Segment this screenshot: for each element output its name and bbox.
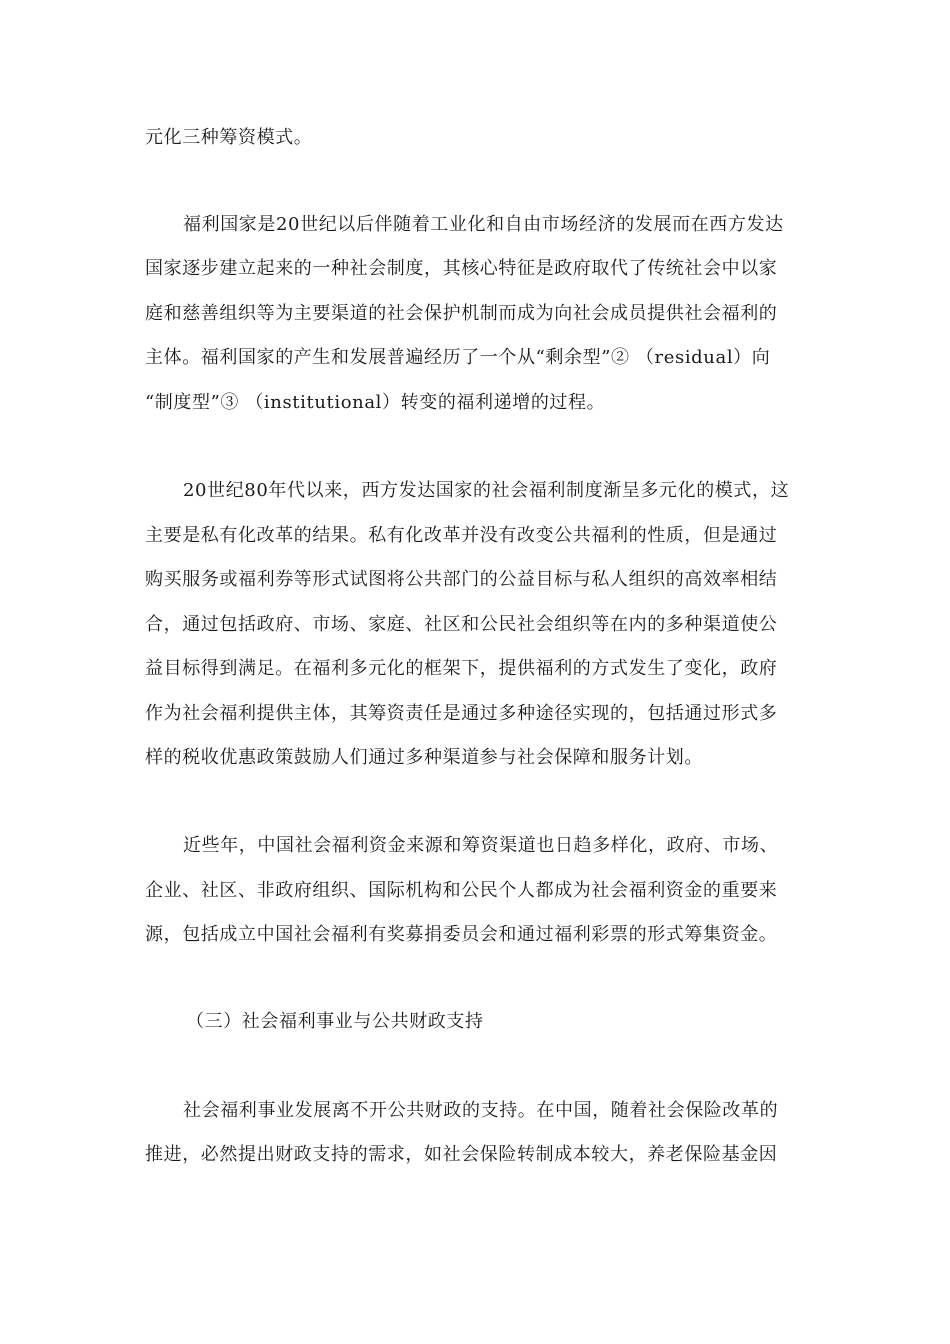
paragraph-line: 近些年，中国社会福利资金来源和筹资渠道也日趋多样化，政府、市场、 — [183, 835, 779, 856]
paragraph-line: 主体。福利国家的产生和发展普遍经历了一个从“剩余型”② （residual）向 — [145, 347, 771, 368]
paragraph-line: 源，包括成立中国社会福利有奖募捐委员会和通过福利彩票的形式筹集资金。 — [145, 924, 778, 945]
paragraph-line: 社会福利事业发展离不开公共财政的支持。在中国，随着社会保险改革的 — [183, 1100, 779, 1121]
paragraph-line: 主要是私有化改革的结果。私有化改革并没有改变公共福利的性质，但是通过 — [145, 525, 778, 546]
paragraph-line: 购买服务或福利券等形式试图将公共部门的公益目标与私人组织的高效率相结 — [145, 569, 778, 590]
paragraph-line: 庭和慈善组织等为主要渠道的社会保护机制而成为向社会成员提供社会福利的 — [145, 303, 778, 324]
paragraph-line: 益目标得到满足。在福利多元化的框架下，提供福利的方式发生了变化，政府 — [145, 658, 778, 679]
paragraph-line: 作为社会福利提供主体，其筹资责任是通过多种途径实现的，包括通过形式多 — [145, 703, 778, 724]
paragraph-line: “制度型”③ （institutional）转变的福利递增的过程。 — [145, 392, 606, 413]
paragraph-line: 合，通过包括政府、市场、家庭、社区和公民社会组织等在内的多种渠道使公 — [145, 614, 778, 635]
paragraph-line: 福利国家是20世纪以后伴随着工业化和自由市场经济的发展而在西方发达 — [183, 214, 784, 235]
paragraph-line: 20世纪80年代以来，西方发达国家的社会福利制度渐呈多元化的模式，这 — [183, 480, 790, 501]
paragraph-line: 企业、社区、非政府组织、国际机构和公民个人都成为社会福利资金的重要来 — [145, 880, 778, 901]
section-heading: （三）社会福利事业与公共财政支持 — [186, 1011, 484, 1032]
paragraph-line: 元化三种筹资模式。 — [145, 127, 313, 148]
paragraph-line: 样的税收优惠政策鼓励人们通过多种渠道参与社会保障和服务计划。 — [145, 747, 703, 768]
paragraph-line: 推进，必然提出财政支持的需求，如社会保险转制成本较大，养老保险基金因 — [145, 1144, 778, 1165]
paragraph-line: 国家逐步建立起来的一种社会制度，其核心特征是政府取代了传统社会中以家 — [145, 258, 778, 279]
